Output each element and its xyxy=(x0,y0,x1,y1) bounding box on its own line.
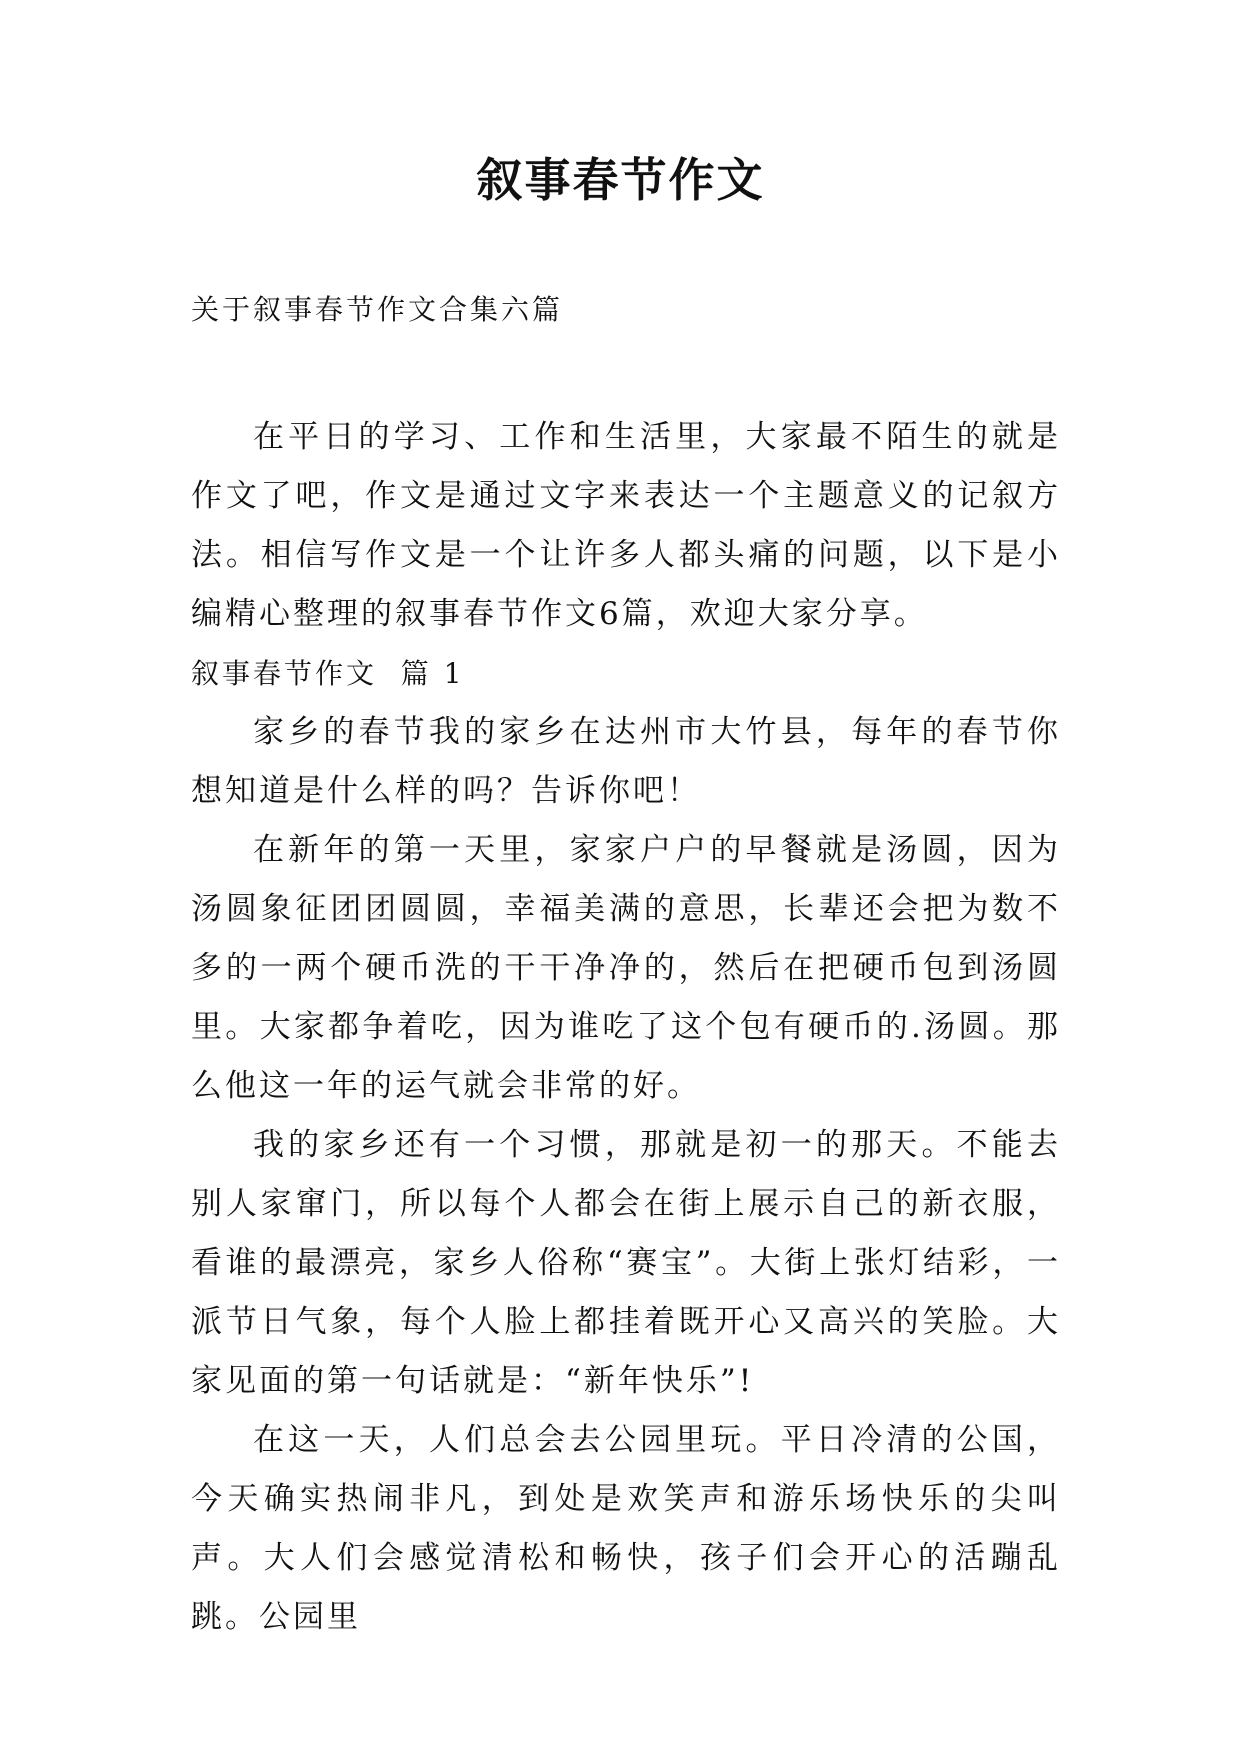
document-title: 叙事春节作文 xyxy=(476,153,765,207)
body-paragraph-2: 在新年的第一天里，家家户户的早餐就是汤圆，因为汤圆象征团团圆圆，幸福美满的意思，长辈还会把为数不多的一两个硬币洗的干干净净的，然后在把硬币包到汤圆里。大家都争着吃，因为谁吃了这个包有硬币的.汤圆。那么他这一年的运气就会非常的好。 xyxy=(191,832,1061,1104)
section-heading: 叙事春节作文 篇 1 xyxy=(191,657,465,690)
intro-paragraph: 在平日的学习、工作和生活里，大家最不陌生的就是作文了吧，作文是通过文字来表达一个主题意义的记叙方法。相信写作文是一个让许多人都头痛的问题，以下是小编精心整理的叙事春节作文6篇，欢迎大家分享。 xyxy=(191,419,1061,632)
body-paragraph-1: 家乡的春节我的家乡在达州市大竹县，每年的春节你想知道是什么样的吗？告诉你吧！ xyxy=(191,714,1061,809)
document-subtitle: 关于叙事春节作文合集六篇 xyxy=(191,293,564,326)
body-paragraph-4: 在这一天，人们总会去公园里玩。平日冷清的公国，今天确实热闹非凡，到处是欢笑声和游乐场快乐的尖叫声。大人们会感觉清松和畅快，孩子们会开心的活蹦乱跳。公园里 xyxy=(191,1422,1061,1635)
document-body xyxy=(191,408,1061,1647)
body-paragraph-3: 我的家乡还有一个习惯，那就是初一的那天。不能去别人家窜门，所以每个人都会在街上展示自己的新衣服，看谁的最漂亮，家乡人俗称“赛宝”。大街上张灯结彩，一派节日气象，每个人脸上都挂着既开心又高兴的笑脸。大家见面的第一句话就是：“新年快乐”! xyxy=(191,1127,1061,1399)
